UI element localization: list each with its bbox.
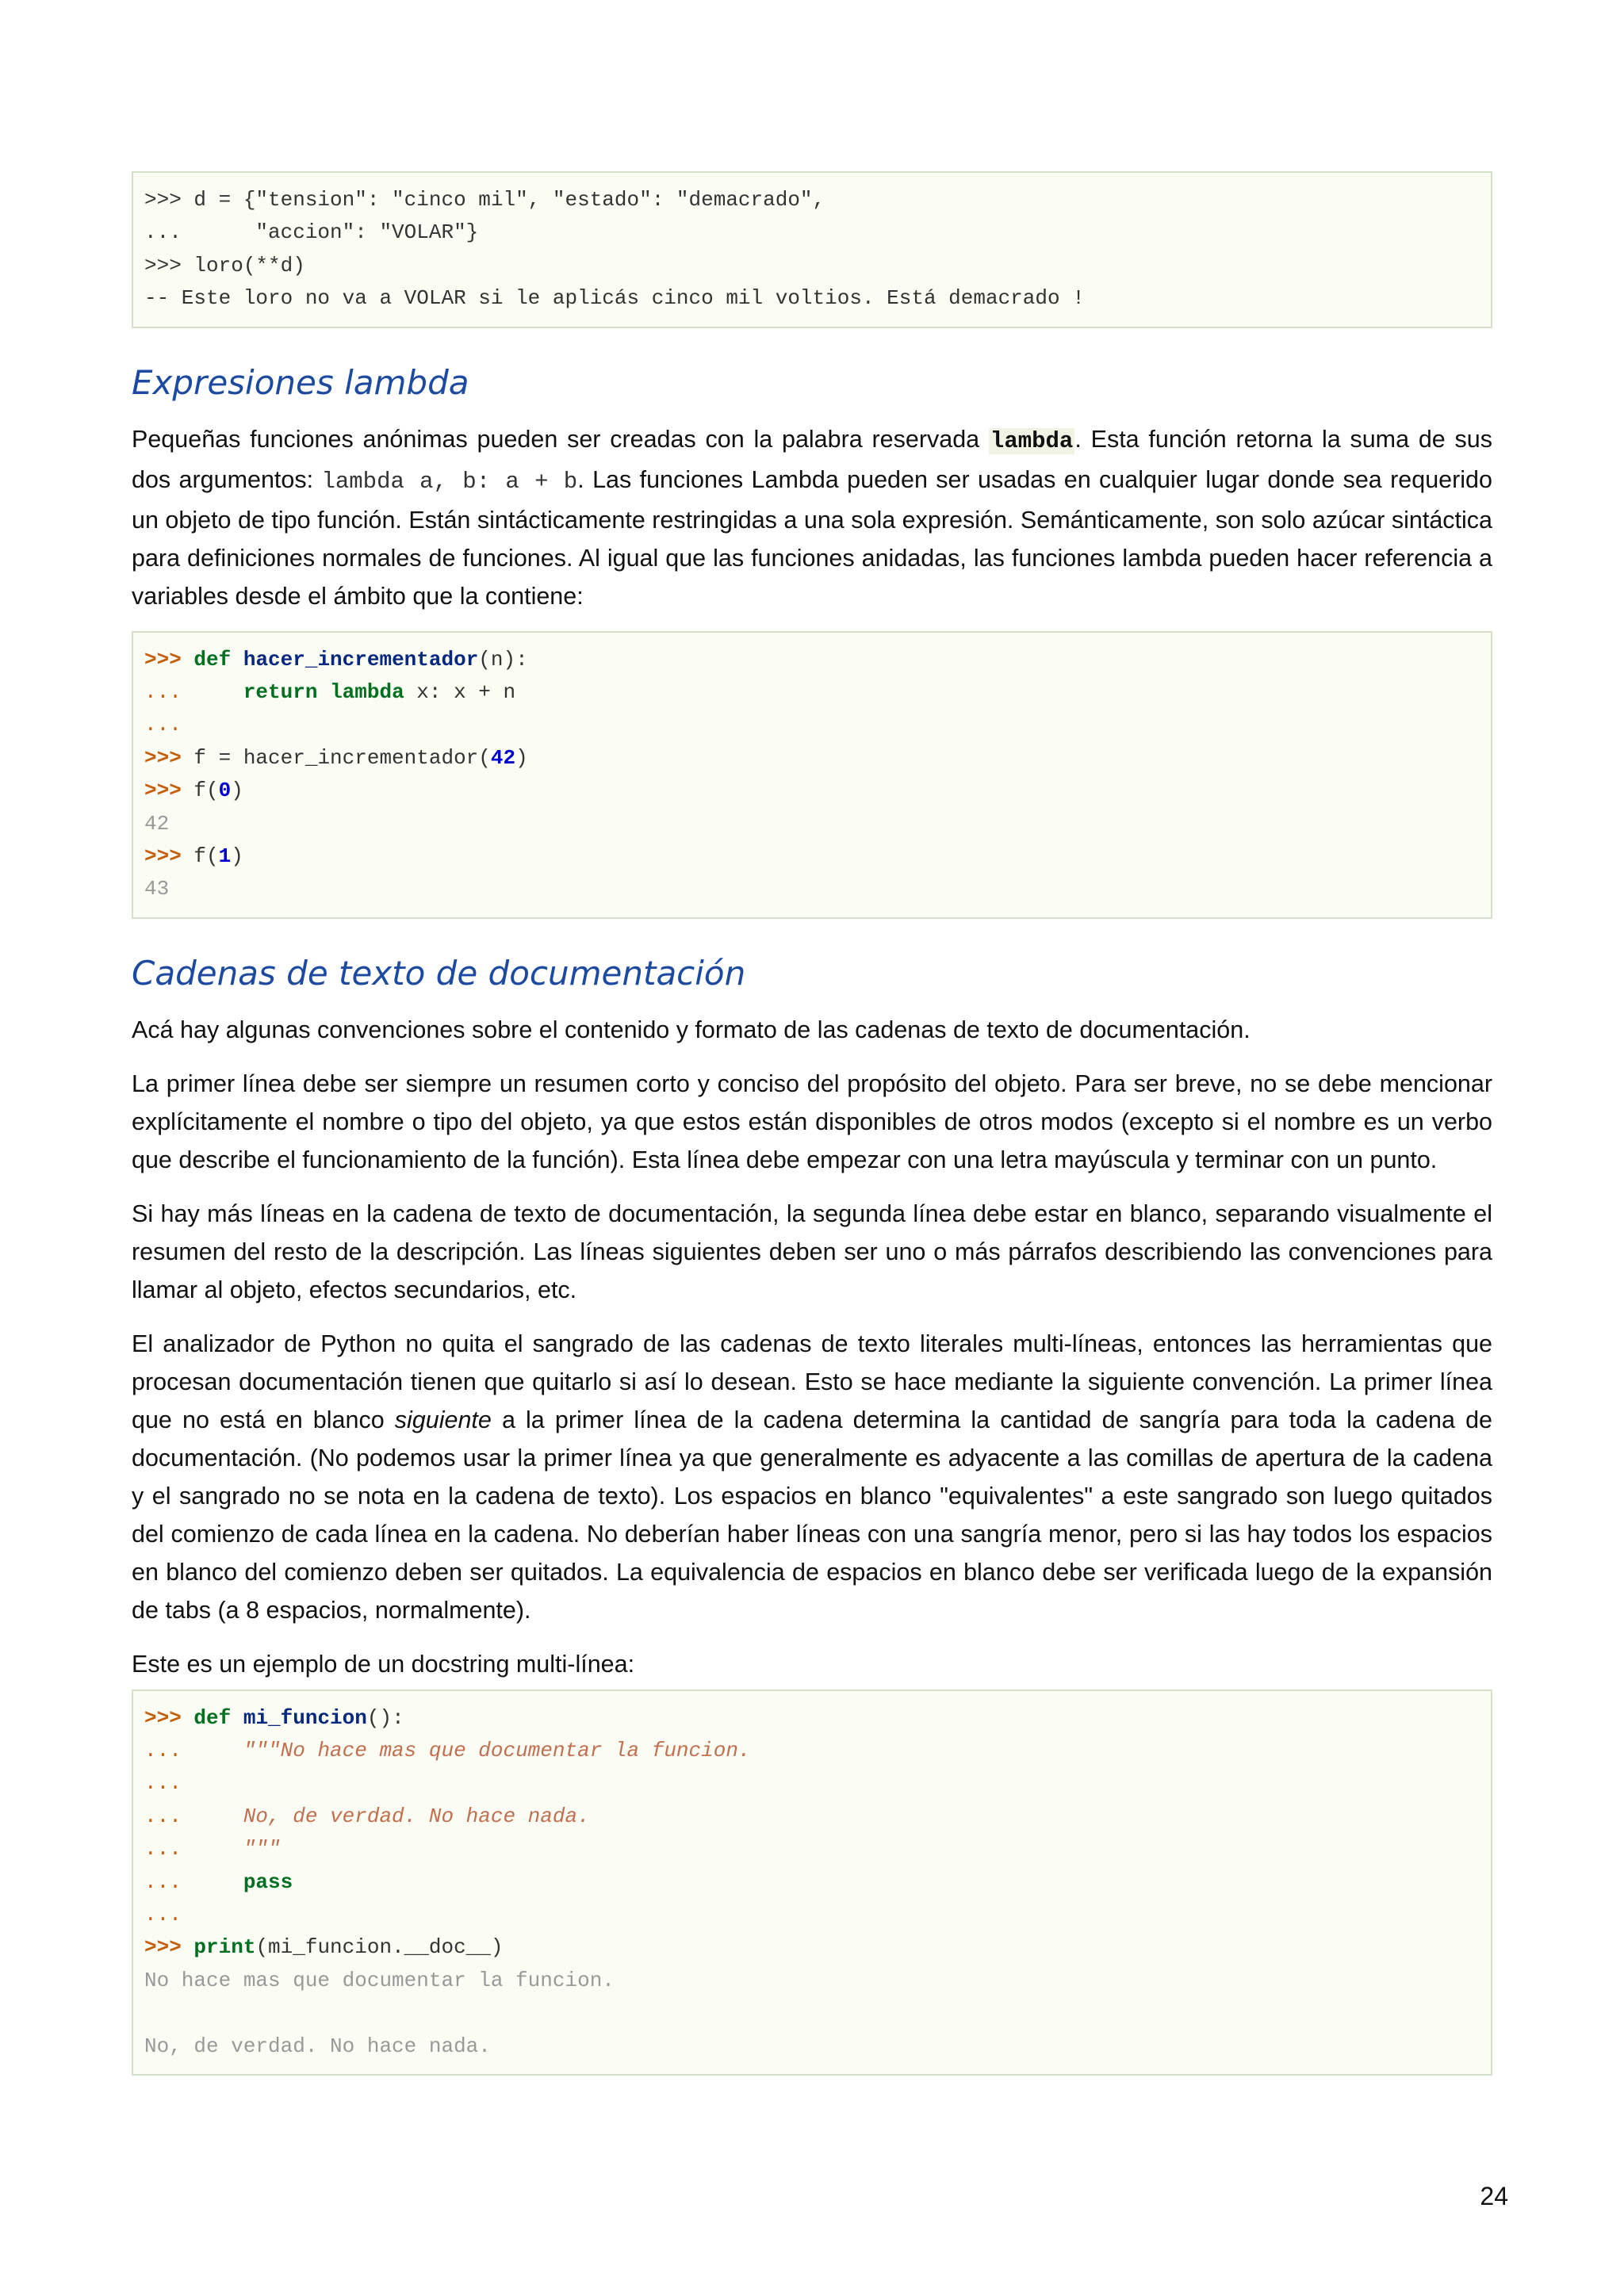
code-output: 43 <box>144 877 170 901</box>
keyword: def <box>193 647 232 672</box>
text: . Las funciones Lambda pueden ser usadas en cualquier lugar donde sea requerido un objeto de tipo función. Están sintácticamente restringidas a una sola expresión. Semánticamente, son solo azúcar sintáctica para definiciones normales de funciones. Al igual que las funciones anidadas, las funciones lambda pueden hacer referencia a variables desde el ámbito que la contiene: <box>132 465 1492 610</box>
code-output: 42 <box>144 811 170 836</box>
prompt: >>> <box>144 1935 182 1960</box>
code-text: ) <box>231 779 243 803</box>
keyword: pass <box>243 1869 293 1894</box>
code-line <box>144 1899 1480 1931</box>
number: 42 <box>490 745 516 770</box>
code-line: -- Este loro no va a VOLAR si le aplicás cinco mil voltios. Está demacrado ! <box>144 286 1085 311</box>
docstring: """ <box>243 1837 281 1862</box>
continuation-prompt: ... <box>144 1903 182 1927</box>
code-line: >>> d = {"tension": "cinco mil", "estado": "demacrado", <box>144 188 825 212</box>
continuation-prompt: ... <box>144 679 182 704</box>
code-line <box>144 742 1480 775</box>
section-heading-docstrings: Cadenas de texto de documentación <box>132 953 746 993</box>
docstring: """No hace mas que documentar la funcion. <box>243 1739 751 1763</box>
code-output: No hace mas que documentar la funcion. <box>144 1968 615 1992</box>
function-name: hacer_incrementador <box>243 647 479 672</box>
code-line <box>144 1702 1480 1735</box>
code-output-blank <box>144 1997 1480 2030</box>
code-text: f( <box>181 779 219 803</box>
code-line <box>144 644 1480 676</box>
code-line <box>144 775 1480 807</box>
code-text: ) <box>515 745 528 770</box>
code-line <box>144 1767 1480 1800</box>
paragraph-lambda <box>132 420 1492 615</box>
keyword: return <box>243 679 318 704</box>
text: a la primer línea de la cadena determina la cantidad de sangría para toda la cadena de documentación. (No podemos usar la primer línea ya que generalmente es adyacente a las comillas de apertura de la cadena y el sangrado no se nota en la cadena de texto). Los espacios en blanco "equivalentes" a este sangrado son luego quitados del comienzo de cada línea en la cadena. No deberían haber líneas con una sangría menor, pero si las hay todos los espacios en blanco del comienzo deben ser quitados. La equivalencia de espacios en blanco debe ser verificada luego de la expansión de tabs (a 8 espacios, normalmente). <box>132 1406 1492 1624</box>
continuation-prompt: ... <box>144 1739 182 1763</box>
code-line <box>144 1866 1480 1899</box>
code-line <box>144 1800 1480 1833</box>
code-block-incrementador <box>132 631 1492 919</box>
prompt: >>> <box>144 1705 182 1730</box>
keyword: lambda <box>330 679 404 704</box>
inline-code-lambda-example: lambda a, b: a + b <box>321 468 578 495</box>
builtin: print <box>193 1935 256 1960</box>
document-page <box>132 171 1492 2076</box>
code-line <box>144 709 1480 741</box>
code-line: >>> loro(**d) <box>144 253 305 277</box>
number: 0 <box>218 779 232 803</box>
code-text: (mi_funcion.__doc__) <box>255 1935 504 1960</box>
code-line <box>144 1735 1480 1767</box>
continuation-prompt: ... <box>144 1771 182 1796</box>
code-line <box>144 1931 1480 1964</box>
page-number: 24 <box>1480 2182 1508 2210</box>
code-block-docstring <box>132 1689 1492 2076</box>
paragraph-example-intro: Este es un ejemplo de un docstring multi-línea: <box>132 1650 635 1678</box>
inline-code-lambda: lambda <box>990 427 1074 454</box>
code-text: (n): <box>478 647 528 672</box>
code-block-loro <box>132 171 1492 328</box>
text: Pequeñas funciones anónimas pueden ser creadas con la palabra reservada <box>132 425 989 453</box>
continuation-prompt: ... <box>144 713 182 737</box>
code-text: (): <box>366 1705 404 1730</box>
section-heading-lambda: Expresiones lambda <box>132 362 469 402</box>
paragraph-intro: Acá hay algunas convenciones sobre el contenido y formato de las cadenas de texto de documentación. <box>132 1016 1251 1043</box>
code-text: x: x + n <box>404 679 516 704</box>
code-line <box>144 676 1480 709</box>
emphasis: siguiente <box>394 1406 492 1433</box>
code-text: ) <box>231 844 243 868</box>
prompt: >>> <box>144 844 182 868</box>
text: . Esta función retorna la suma de sus dos argumentos: <box>132 425 1492 493</box>
prompt: >>> <box>144 779 182 803</box>
continuation-prompt: ... <box>144 1869 182 1894</box>
keyword: def <box>193 1705 232 1730</box>
code-output: No, de verdad. No hace nada. <box>144 2034 491 2058</box>
code-line: ... "accion": "VOLAR"} <box>144 220 479 245</box>
code-line <box>144 840 1480 873</box>
code-text: f = hacer_incrementador( <box>181 745 491 770</box>
code-text: f( <box>181 844 219 868</box>
prompt: >>> <box>144 647 182 672</box>
text: El analizador de Python no quita el sangrado de las cadenas de texto literales multi-líneas, entonces las herramientas que procesan documentación tienen que quitarlo si así lo desean. Esto se hace mediante la siguiente convención. La primer línea que no está en blanco <box>132 1330 1492 1433</box>
function-name: mi_funcion <box>243 1705 367 1730</box>
paragraph-first-line: La primer línea debe ser siempre un resumen corto y conciso del propósito del objeto. Para ser breve, no se debe mencionar explícitamente el nombre o tipo del objeto, ya que estos están disponibles de otros modos (excepto si el nombre es un verbo que describe el funcionamiento de la función). Esta línea debe empezar con una letra mayúscula y terminar con un punto. <box>132 1070 1492 1173</box>
prompt: >>> <box>144 745 182 770</box>
number: 1 <box>218 844 232 868</box>
paragraph-more-lines: Si hay más líneas en la cadena de texto de documentación, la segunda línea debe estar en blanco, separando visualmente el resumen del resto de la descripción. Las líneas siguientes deben ser uno o más párrafos describiendo las convenciones para llamar al objeto, efectos secundarios, etc. <box>132 1200 1492 1303</box>
paragraph-indentation <box>132 1325 1492 1629</box>
continuation-prompt: ... <box>144 1804 182 1828</box>
code-line <box>144 1833 1480 1866</box>
docstring: No, de verdad. No hace nada. <box>243 1804 590 1828</box>
continuation-prompt: ... <box>144 1837 182 1862</box>
